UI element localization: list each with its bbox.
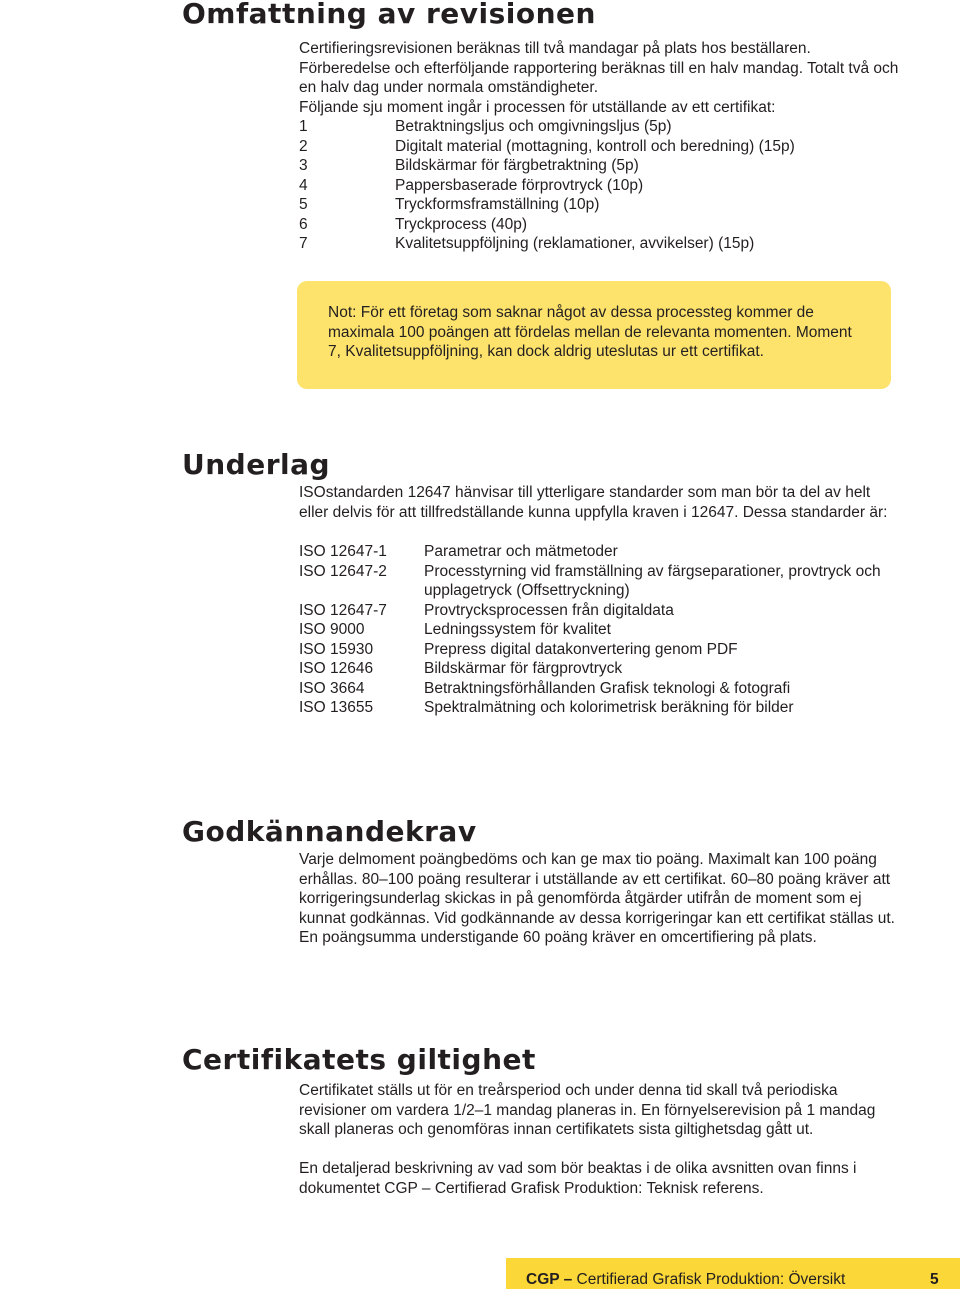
standard-code: ISO 12647-2: [299, 562, 387, 580]
page-number: 5: [930, 1271, 939, 1288]
standard-code: ISO 12646: [299, 660, 374, 677]
standard-code: ISO 12647-1: [299, 543, 387, 560]
standard-description: Bildskärmar för färgprovtryck: [424, 660, 623, 677]
paragraph: Följande sju moment ingår i processen för utställande av ett certifikat:: [299, 98, 776, 116]
item-text: Tryckformsframställning (10p): [395, 196, 600, 213]
paragraph: Certifikatet ställs ut för en treårsperiod och under denna tid skall två periodiska revisioner om vardera 1/2–1 mandag planeras in. En förnyelserevision på 1 mandag skall planeras och genomföras innan certifikatets sista giltighetsdag gått ut.: [299, 1082, 876, 1138]
standard-code: ISO 3664: [299, 679, 365, 697]
list-item: [299, 601, 899, 621]
list-item: [299, 659, 899, 679]
standard-code: ISO 12647-7: [299, 601, 387, 619]
section-body-giltighet: [299, 1081, 899, 1198]
item-text: Pappersbaserade förprovtryck (10p): [395, 176, 644, 194]
list-item: [299, 117, 899, 137]
list-item: [299, 620, 899, 640]
section-body-omfattning: [299, 39, 899, 117]
standards-list: [299, 542, 899, 718]
list-item: [299, 698, 899, 718]
item-text: Bildskärmar för färgbetraktning (5p): [395, 157, 639, 174]
standard-description: Prepress digital datakonvertering genom PDF: [424, 640, 738, 658]
section-heading-underlag: Underlag: [182, 448, 331, 481]
section-body-underlag: [299, 483, 899, 522]
standard-code: ISO 13655: [299, 699, 374, 716]
list-item: [299, 176, 899, 196]
list-item: [299, 679, 899, 699]
note-box: [297, 281, 891, 389]
moment-list: [299, 117, 899, 254]
standard-code: ISO 9000: [299, 621, 365, 638]
item-number: 1: [299, 118, 308, 135]
list-item: [299, 156, 899, 176]
section-body-godkannandekrav: [299, 850, 899, 948]
footer-dash: –: [559, 1271, 577, 1288]
list-item: [299, 542, 899, 562]
standard-description: Processtyrning vid framställning av färgseparationer, provtryck och upplagetryck (Offsettryckning): [424, 562, 881, 599]
standard-code: ISO 15930: [299, 640, 374, 658]
list-item: [299, 195, 899, 215]
standard-description: Parametrar och mätmetoder: [424, 543, 618, 560]
list-item: [299, 215, 899, 235]
standard-description: Ledningssystem för kvalitet: [424, 621, 611, 638]
section-heading-giltighet: Certifikatets giltighet: [182, 1043, 536, 1076]
paragraph: Certifieringsrevisionen beräknas till två mandagar på plats hos beställaren. Förberedelse och efterföljande rapportering beräknas till en halv mandag. Totalt två och en halv dag under normala omständigheter.: [299, 40, 899, 96]
item-number: 7: [299, 235, 308, 252]
footer-title: [526, 1271, 845, 1289]
item-number: 2: [299, 137, 308, 155]
standard-description: Provtrycksprocessen från digitaldata: [424, 601, 674, 619]
section-heading-godkannandekrav: Godkännandekrav: [182, 815, 477, 848]
footer-brand: CGP: [526, 1271, 560, 1288]
paragraph: ISOstandarden 12647 hänvisar till ytterligare standarder som man bör ta del av helt eller delvis för att tillfredställande kunna uppfylla kraven i 12647. Dessa standarder är:: [299, 484, 888, 521]
list-item: [299, 562, 899, 601]
item-number: 6: [299, 215, 308, 233]
item-text: Kvalitetsuppföljning (reklamationer, avvikelser) (15p): [395, 235, 755, 252]
item-text: Tryckprocess (40p): [395, 215, 528, 233]
list-item: [299, 640, 899, 660]
item-number: 3: [299, 157, 308, 174]
section-heading-omfattning: Omfattning av revisionen: [182, 0, 596, 30]
standard-description: Spektralmätning och kolorimetrisk beräkning för bilder: [424, 699, 794, 716]
item-number: 5: [299, 196, 308, 213]
item-text: Betraktningsljus och omgivningsljus (5p): [395, 118, 672, 135]
list-item: [299, 234, 899, 254]
footer-title-text: Certifierad Grafisk Produktion: Översikt: [576, 1271, 846, 1288]
paragraph: Varje delmoment poängbedöms och kan ge max tio poäng. Maximalt kan 100 poäng erhållas. 80–100 poäng resulterar i utställande av ett certifikat. 60–80 poäng kräver att korrigeringsunderlag skickas in på genomförda åtgärder utifrån de moment som ej kunnat godkännas. Vid godkännande av dessa korrigeringar kan ett certifikat ställas ut. En poängsumma understigande 60 poäng kräver en omcertifiering på plats.: [299, 851, 895, 946]
note-text: Not: För ett företag som saknar något av dessa processteg kommer de maximala 100 poängen att fördelas mellan de relevanta momenten. Moment 7, Kvalitetsuppföljning, kan dock aldrig uteslutas ur ett certifikat.: [328, 304, 852, 360]
item-text: Digitalt material (mottagning, kontroll och beredning) (15p): [395, 137, 795, 155]
standard-description: Betraktningsförhållanden Grafisk teknologi & fotografi: [424, 679, 791, 697]
item-number: 4: [299, 176, 308, 194]
paragraph: En detaljerad beskrivning av vad som bör beaktas i de olika avsnitten ovan finns i dokumentet CGP – Certifierad Grafisk Produktion: Teknisk referens.: [299, 1160, 857, 1197]
list-item: [299, 137, 899, 157]
